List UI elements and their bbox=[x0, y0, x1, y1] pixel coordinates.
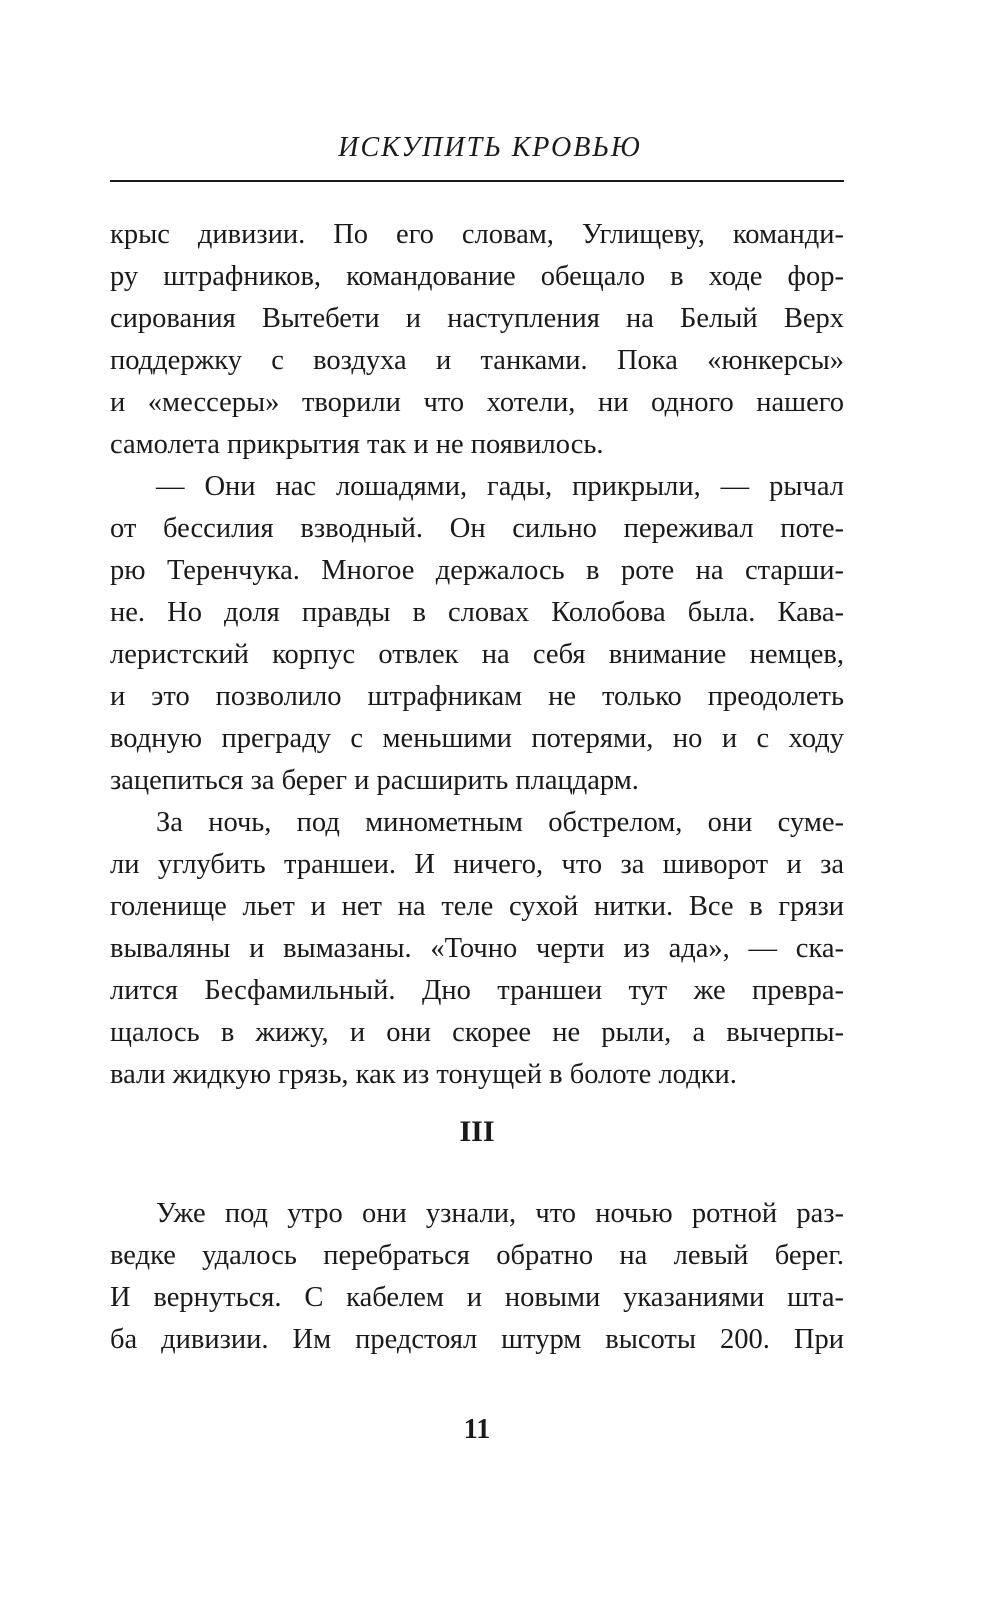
text-line: зацепиться за берег и расширить плацдарм. bbox=[110, 765, 639, 796]
section-text bbox=[110, 1193, 844, 1361]
paragraph bbox=[110, 466, 844, 802]
text-line: сирования Вытебети и наступления на Белый Верх bbox=[110, 303, 844, 334]
text-line: и «мессеры» творили что хотели, ни одного нашего bbox=[110, 387, 844, 418]
text-line: рю Теренчука. Многое держалось в роте на старши- bbox=[110, 555, 844, 586]
text-line: И вернуться. С кабелем и новыми указаниями шта- bbox=[110, 1282, 844, 1313]
text-line: от бессилия взводный. Он сильно переживал поте- bbox=[110, 513, 844, 544]
paragraph bbox=[110, 214, 844, 466]
main-text bbox=[110, 214, 844, 1096]
text-line: — Они нас лошадями, гады, прикрыли, — рычал bbox=[156, 471, 844, 502]
text-line: леристский корпус отвлек на себя внимание немцев, bbox=[110, 639, 844, 670]
text-line: За ночь, под минометным обстрелом, они суме- bbox=[156, 807, 844, 838]
section-heading: III bbox=[459, 1115, 495, 1148]
paragraph bbox=[110, 802, 844, 1096]
text-line: не. Но доля правды в словах Колобова была. Кава- bbox=[110, 597, 844, 628]
running-head: ИСКУПИТЬ КРОВЬЮ bbox=[338, 132, 642, 163]
text-line: Уже под утро они узнали, что ночью ротной раз- bbox=[156, 1198, 844, 1229]
paragraph bbox=[110, 1193, 844, 1361]
text-line: вываляны и вымазаны. «Точно черти из ада», — ска- bbox=[110, 933, 844, 964]
text-line: и это позволило штрафникам не только преодолеть bbox=[110, 681, 844, 712]
text-line: ру штрафников, командование обещало в ходе фор- bbox=[110, 261, 844, 292]
text-line: ли углубить траншеи. И ничего, что за шиворот и за bbox=[110, 849, 844, 880]
header-rule bbox=[110, 180, 844, 182]
page-number: 11 bbox=[463, 1414, 491, 1445]
text-line: самолета прикрытия так и не появилось. bbox=[110, 429, 604, 460]
text-line: вали жидкую грязь, как из тонущей в болоте лодки. bbox=[110, 1059, 737, 1090]
text-line: ведке удалось перебраться обратно на левый берег. bbox=[110, 1240, 844, 1271]
text-line: лится Бесфамильный. Дно траншеи тут же превра- bbox=[110, 975, 844, 1006]
text-line: голенище льет и нет на теле сухой нитки. Все в грязи bbox=[110, 891, 844, 922]
text-line: крыс дивизии. По его словам, Углищеву, команди- bbox=[110, 219, 844, 250]
text-line: ба дивизии. Им предстоял штурм высоты 200. При bbox=[110, 1324, 844, 1355]
text-line: водную преграду с меньшими потерями, но и с ходу bbox=[110, 723, 844, 754]
text-line: поддержку с воздуха и танками. Пока «юнкерсы» bbox=[110, 345, 844, 376]
text-line: щалось в жижу, и они скорее не рыли, а вычерпы- bbox=[110, 1017, 844, 1048]
